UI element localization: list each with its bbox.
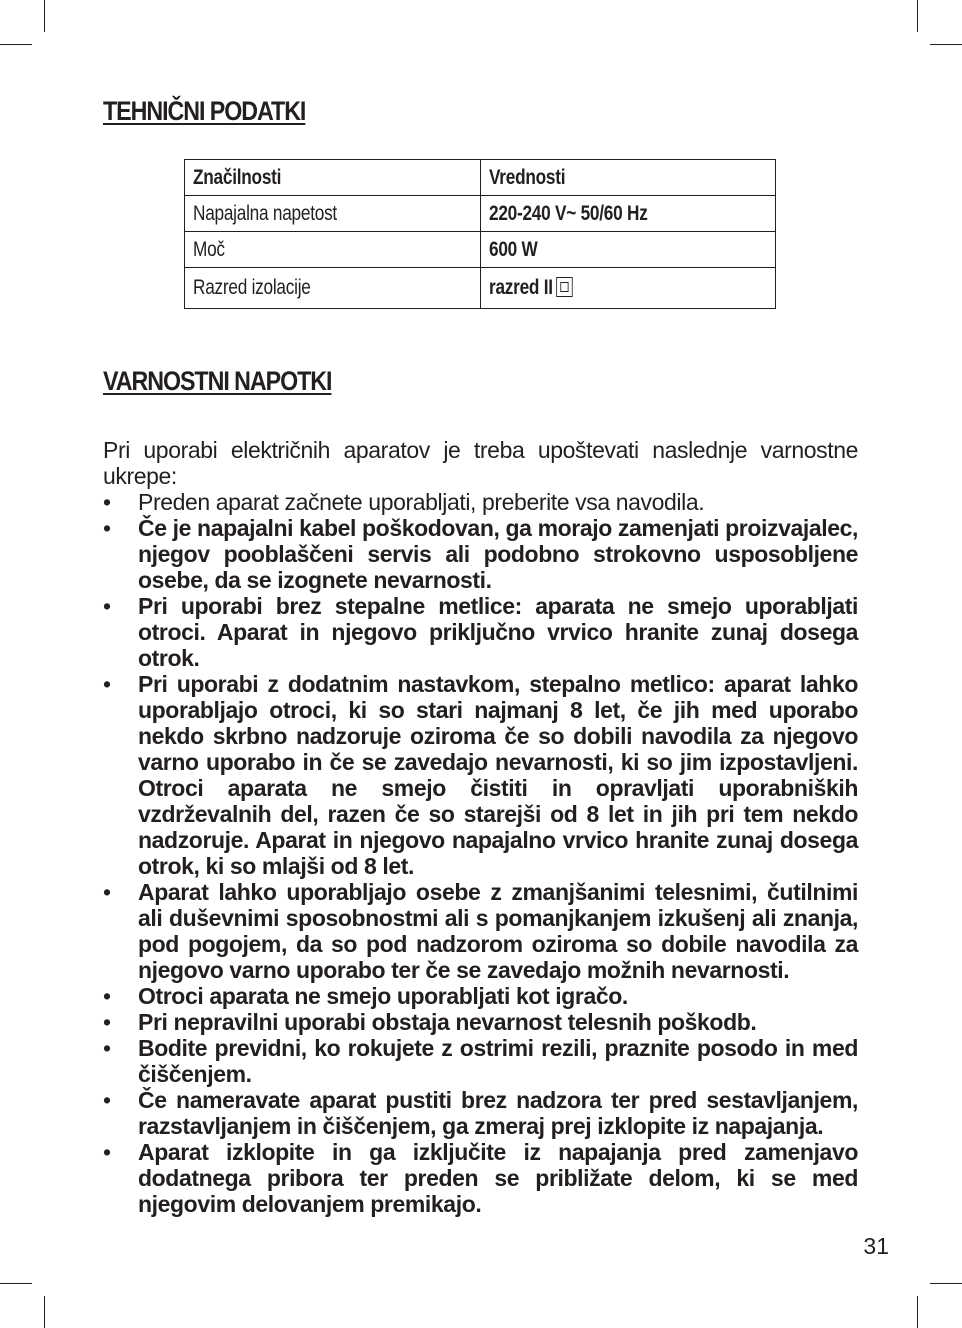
section-heading-technical-data: TEHNIČNI PODATKI [103,96,306,126]
crop-mark [44,0,45,32]
safety-instructions [103,437,858,1217]
section-heading-safety: VARNOSTNI NAPOTKI [103,366,332,396]
table-cell-value: razred II [481,268,776,309]
table-row [185,196,776,232]
crop-mark [930,44,962,45]
list-item: • Otroci aparata ne smejo uporabljati kot igračo. [103,983,858,1009]
table-cell-label: Napajalna napetost [185,196,481,232]
table-cell-label: Moč [185,232,481,268]
safety-list [103,489,858,1217]
crop-mark [930,1283,962,1284]
list-item: • Pri uporabi brez stepalne metlice: aparata ne smejo uporabljati otroci. Aparat in njegovo priključno vrvico hranite zunaj dosega otrok. [103,593,858,671]
list-item: • Aparat izklopite in ga izključite iz napajanja pred zamenjavo dodatnega pribora ter preden se približate delom, ki se med njegovim delovanjem premikajo. [103,1139,858,1217]
table-header-cell: Vrednosti [481,160,776,196]
list-item: • Če nameravate aparat pustiti brez nadzora ter pred sestavljanjem, razstavljanjem in čiščenjem, ga zmeraj prej izklopite iz napajanja. [103,1087,858,1139]
table-cell-label: Razred izolacije [185,268,481,309]
table-header-cell: Značilnosti [185,160,481,196]
table-row [185,268,776,309]
table-cell-value: 220-240 V~ 50/60 Hz [481,196,776,232]
list-item: • Aparat lahko uporabljajo osebe z zmanjšanimi telesnimi, čutilnimi ali duševnimi sposobnostmi ali s pomanjkanjem izkušenj ali znanja, pod pogojem, da so pod nadzorom oziroma so dobile navodila za njegovo varno uporabo ter če se zavedajo možnih nevarnosti. [103,879,858,983]
page-number: 31 [863,1233,889,1259]
list-item: • Če je napajalni kabel poškodovan, ga morajo zamenjati proizvajalec, njegov pooblaščeni servis ali podobno strokovno usposobljene osebe, da se izognete nevarnosti. [103,515,858,593]
crop-mark [44,1296,45,1328]
double-insulation-icon [556,277,572,297]
table-row [185,232,776,268]
list-item: • Pri uporabi z dodatnim nastavkom, stepalno metlico: aparat lahko uporabljajo otroci, ki so stari najmanj 8 let, če jih med uporabo nekdo skrbno nadzoruje oziroma če so dobili navodila za njegovo varno uporabo in če se zavedajo nevarnosti, ki so jim izpostavljeni. Otroci aparata ne smejo čistiti in opravljati uporabniških vzdrževalnih del, razen če so starejši od 8 let in jih pri tem nekdo nadzoruje. Aparat in njegovo napajalno vrvico hranite zunaj dosega otrok, ki so mlajši od 8 let. [103,671,858,879]
intro-paragraph: Pri uporabi električnih aparatov je treba upoštevati naslednje varnostne ukrepe: [103,437,858,489]
crop-mark [0,44,32,45]
crop-mark [917,1296,918,1328]
table-header-row [185,160,776,196]
list-item: • Preden aparat začnete uporabljati, preberite vsa navodila. [103,489,858,515]
list-item: • Pri nepravilni uporabi obstaja nevarnost telesnih poškodb. [103,1009,858,1035]
table-cell-value: 600 W [481,232,776,268]
specifications-table [184,159,776,309]
crop-mark [0,1283,32,1284]
crop-mark [917,0,918,32]
list-item: • Bodite previdni, ko rokujete z ostrimi rezili, praznite posodo in med čiščenjem. [103,1035,858,1087]
